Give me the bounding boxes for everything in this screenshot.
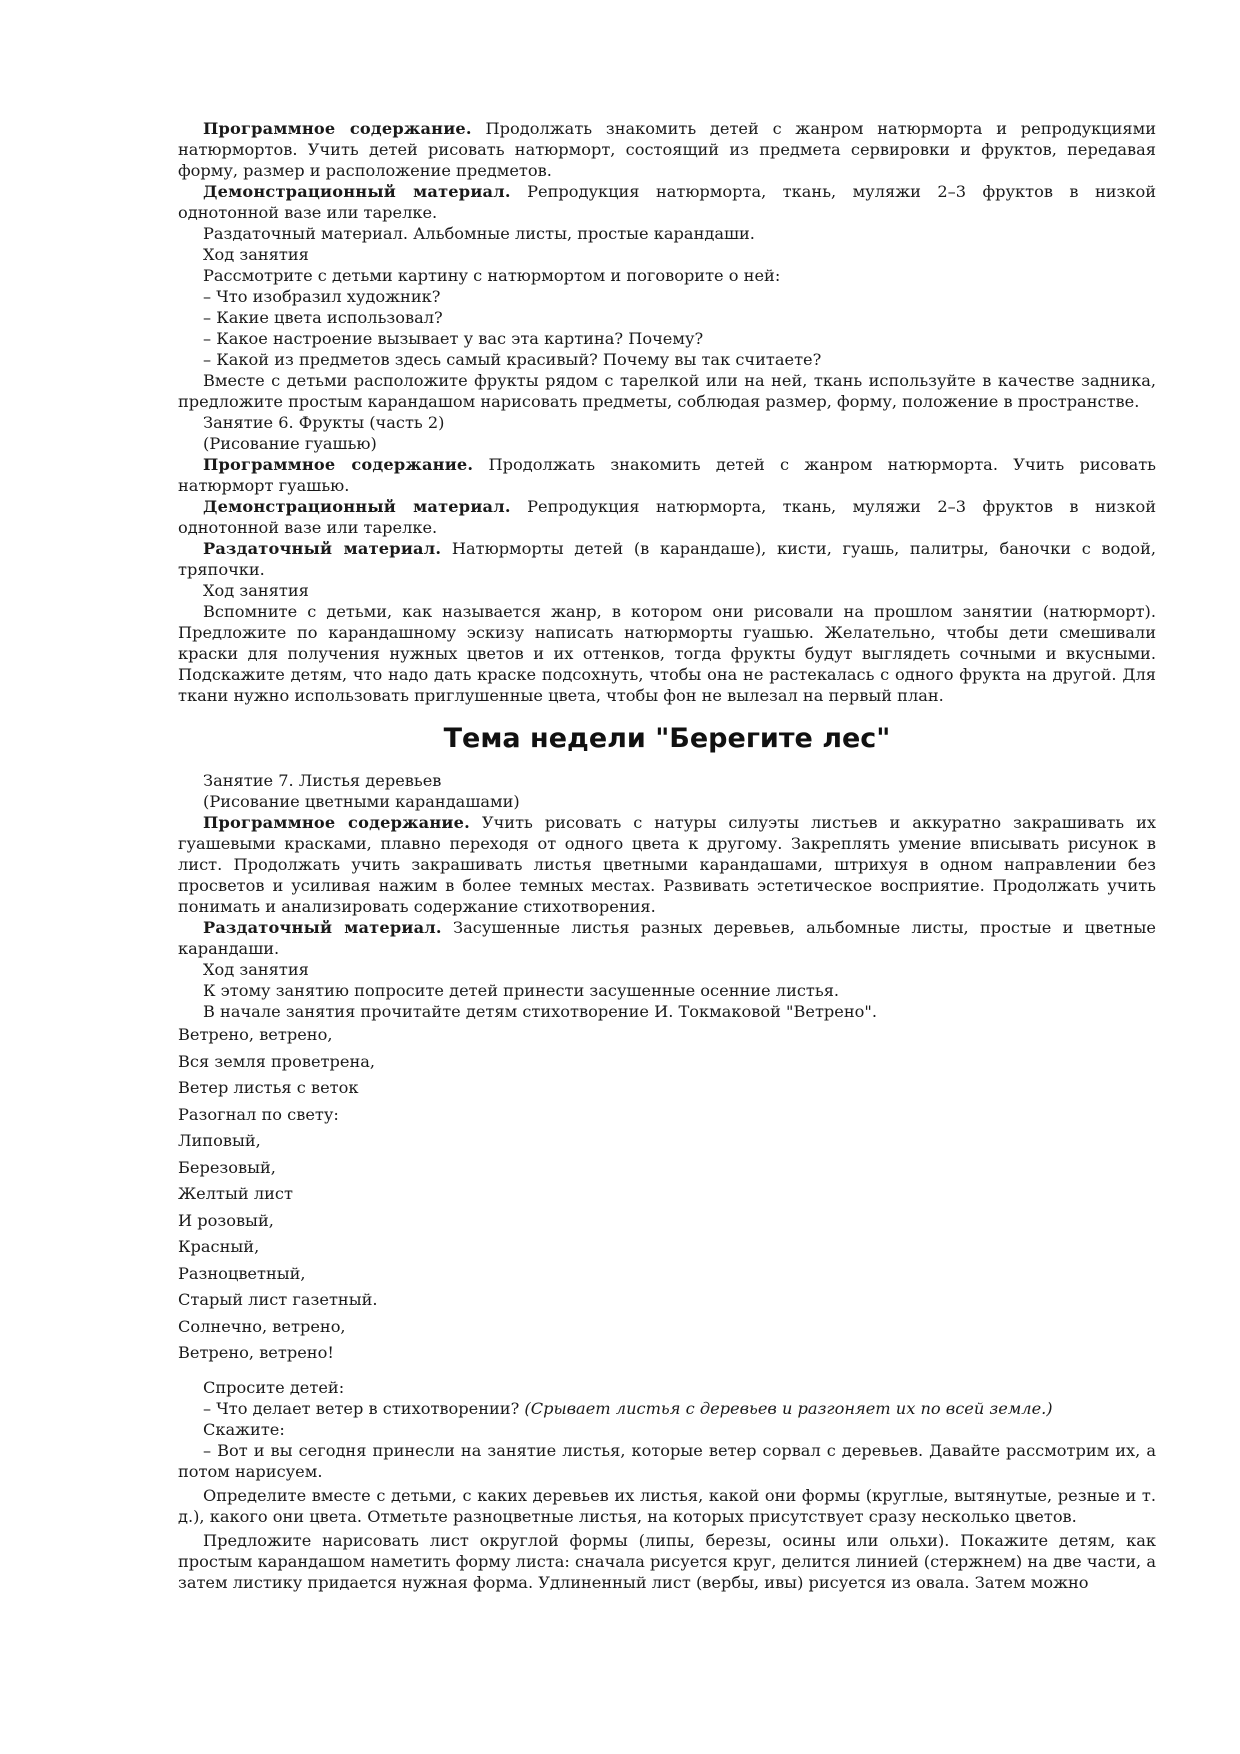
say-paragraph: – Вот и вы сегодня принесли на занятие листья, которые ветер сорвал с деревьев. Давайте рассмотрим их, а потом нарисуем. — [178, 1440, 1156, 1481]
lesson-6-subtitle: (Рисование гуашью) — [203, 434, 377, 453]
demo-material-paragraph — [178, 496, 1156, 538]
demo-material-label: Демонстрационный материал. — [203, 497, 511, 516]
lesson-7-paragraph: Определите вместе с детьми, с каких деревьев их листья, какой они формы (круглые, вытянутые, резные и т. д.), какого они цвета. Отметьте разноцветные листья, на которых присутствует сразу несколько цветов. — [178, 1485, 1156, 1526]
closing-paragraph: Вместе с детьми расположите фрукты рядом с тарелкой или на ней, ткань используйте в качестве задника, предложите простым карандашом нарисовать предметы, соблюдая размер, форму, положение в пространстве. — [178, 371, 1156, 411]
ask-children-line: Спросите детей: — [203, 1377, 345, 1397]
program-content-label: Программное содержание. — [203, 455, 474, 474]
demo-material-text: Репродукция натюрморта, ткань, муляжи 2–3 фруктов в низкой однотонной вазе или тарелке. — [178, 182, 1157, 222]
question-line: – Что изобразил художник? — [203, 287, 441, 306]
poem-line: И розовый, — [178, 1210, 274, 1230]
program-content-text: Продолжать знакомить детей с жанром натюрморта. Учить рисовать натюрморт гуашью. — [178, 455, 1156, 495]
demo-material-text: Репродукция натюрморта, ткань, муляжи 2–3 фруктов в низкой однотонной вазе или тарелке. — [178, 497, 1157, 537]
intro-paragraph: Рассмотрите с детьми картину с натюрмортом и поговорите о ней: — [203, 266, 781, 285]
program-content-paragraph — [178, 454, 1156, 496]
lesson-7-paragraph: Предложите нарисовать лист округлой формы (липы, березы, осины или ольхи). Покажите детям, как простым карандашом наметить форму листа: сначала рисуется круг, делится линией (стержнем) на две части, а затем листику придается нужная форма. Удлиненный лист (вербы, ивы) рисуется из овала. Затем можно — [178, 1530, 1156, 1592]
program-content-paragraph — [178, 118, 1156, 181]
demo-material-label: Демонстрационный материал. — [203, 182, 511, 201]
question-line — [178, 1398, 1156, 1419]
poem — [178, 1022, 1156, 1367]
lesson-course-heading: Ход занятия — [203, 581, 309, 600]
program-content-text: Учить рисовать с натуры силуэты листьев и аккуратно закрашивать их гуашевыми красками, плавно переходя от одного цвета к другому. Закреплять умение вписывать рисунок в лист. Продолжать учить закрашивать листья цветными карандашами, штрихуя в одном направлении без просветов и усиливая нажим в более темных местах. Развивать эстетическое восприятие. Продолжать учить понимать и анализировать содержание стихотворения. — [178, 813, 1156, 916]
lesson-7-title: Занятие 7. Листья деревьев — [203, 771, 442, 790]
lesson-course-heading: Ход занятия — [203, 960, 309, 979]
handout-label: Раздаточный материал. — [203, 539, 442, 558]
question-text: – Что делает ветер в стихотворении? — [203, 1398, 525, 1418]
poem-line: Ветрено, ветрено, — [178, 1025, 333, 1044]
program-content-text: Продолжать знакомить детей с жанром натюрморта и репродукциями натюрмортов. Учить детей рисовать натюрморт, состоящий из предмета сервировки и фруктов, передавая форму, размер и расположение предметов. — [178, 119, 1157, 180]
handout-text: Засушенные листья разных деревьев, альбомные листы, простые и цветные карандаши. — [178, 918, 1156, 958]
program-content-label: Программное содержание. — [203, 119, 472, 138]
question-line: – Какой из предметов здесь самый красивый? Почему вы так считаете? — [203, 350, 822, 369]
poem-line: Ветер листья с веток — [178, 1078, 359, 1097]
poem-line: Желтый лист — [178, 1184, 293, 1203]
question-line: – Какое настроение вызывает у вас эта картина? Почему? — [203, 329, 704, 348]
poem-line: Старый лист газетный. — [178, 1290, 378, 1309]
handout-paragraph: Раздаточный материал. Альбомные листы, простые карандаши. — [203, 224, 755, 243]
spacer — [178, 1367, 1156, 1377]
handout-paragraph — [178, 917, 1156, 959]
poem-line: Разогнал по свету: — [178, 1104, 339, 1124]
lesson-6-body: Вспомните с детьми, как называется жанр, в котором они рисовали на прошлом занятии (натюрморт). Предложите по карандашному эскизу написать натюрморты гуашью. Желательно, чтобы дети смешивали краски для получения нужных цветов и их оттенков, тогда фрукты будут выглядеть сочными и вкусными. Подскажите детям, что надо дать краске подсохнуть, чтобы она не растекалась с одного фрукта на другой. Для ткани нужно использовать приглушенные цвета, чтобы фон не вылезал на первый план. — [178, 602, 1156, 705]
poem-line: Вся земля проветрена, — [178, 1051, 376, 1071]
poem-line: Солнечно, ветрено, — [178, 1316, 346, 1336]
poem-line: Разноцветный, — [178, 1263, 306, 1283]
week-heading: Тема недели "Берегите лес" — [443, 723, 891, 754]
handout-paragraph — [178, 538, 1156, 580]
poem-line: Ветрено, ветрено! — [178, 1343, 334, 1362]
poem-line: Красный, — [178, 1237, 260, 1256]
poem-line: Липовый, — [178, 1131, 261, 1150]
question-answer: (Срывает листья с деревьев и разгоняет их по всей земле.) — [524, 1398, 1053, 1418]
handout-text: Натюрморты детей (в карандаше), кисти, гуашь, палитры, баночки с водой, тряпочки. — [178, 539, 1156, 579]
poem-line: Березовый, — [178, 1157, 276, 1177]
question-line: – Какие цвета использовал? — [203, 308, 443, 327]
handout-label: Раздаточный материал. — [203, 918, 442, 937]
lesson-6-title: Занятие 6. Фрукты (часть 2) — [203, 413, 445, 432]
program-content-label: Программное содержание. — [203, 813, 470, 832]
document-page — [178, 118, 1156, 1593]
lesson-7-paragraph: К этому занятию попросите детей принести засушенные осенние листья. — [203, 981, 840, 1000]
lesson-7-paragraph: В начале занятия прочитайте детям стихотворение И. Токмаковой "Ветрено". — [203, 1002, 877, 1021]
lesson-7-subtitle: (Рисование цветными карандашами) — [203, 792, 520, 811]
demo-material-paragraph — [178, 181, 1156, 223]
say-line: Скажите: — [203, 1419, 285, 1439]
lesson-course-heading: Ход занятия — [203, 245, 309, 264]
program-content-paragraph — [178, 812, 1156, 917]
